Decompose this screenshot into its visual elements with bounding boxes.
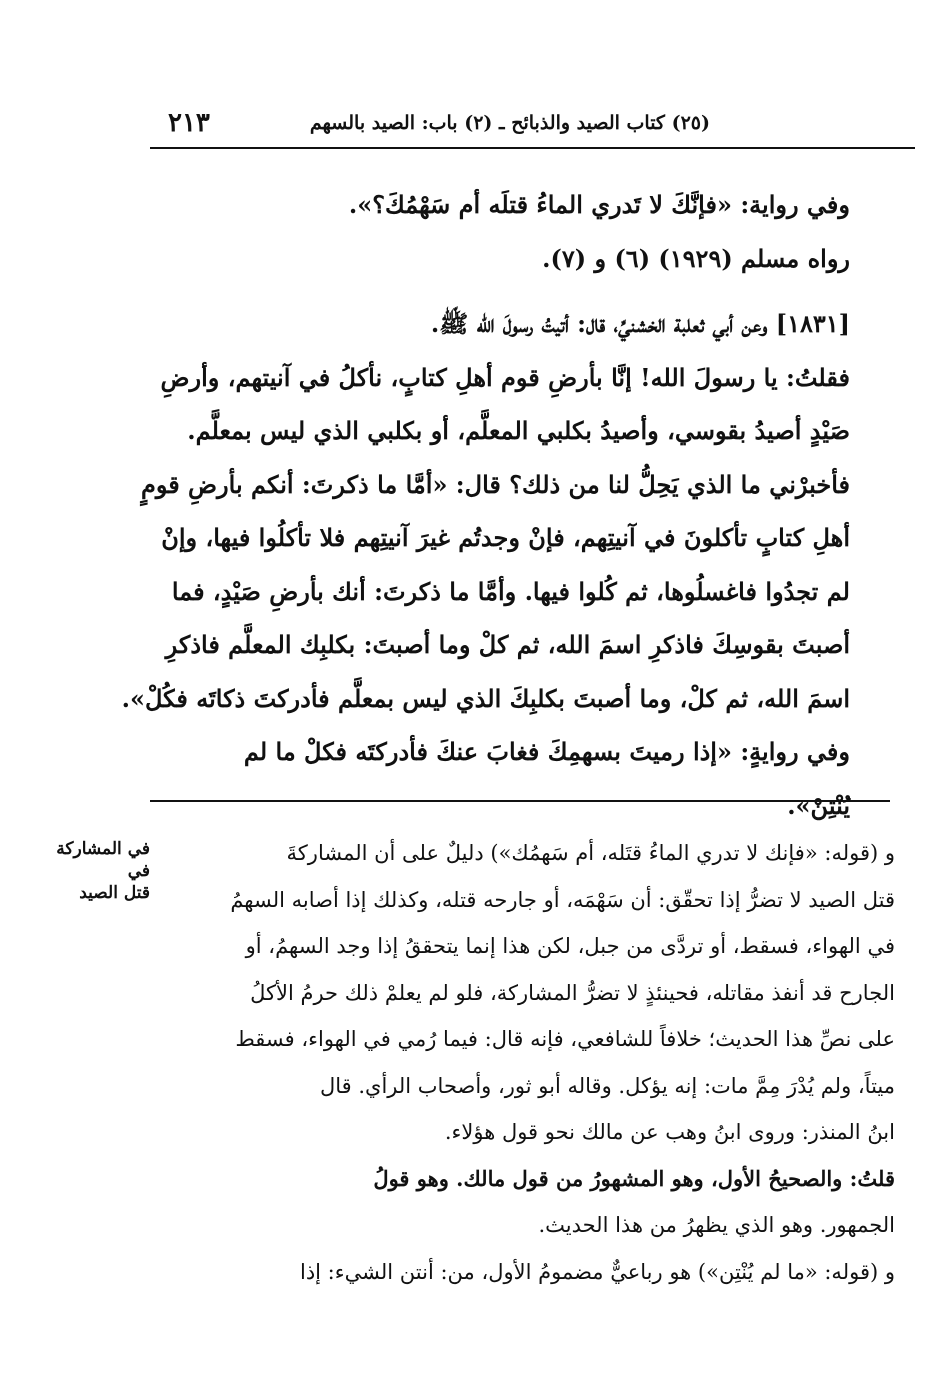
note-line: الجمهور. وهو الذي يظهرُ من هذا الحديث. <box>538 1213 895 1237</box>
note-line: في الهواء، فسقط، أو تردَّى من جبل، لكن هذا إنما يتحققُ إذا وجد السهمُ، أو <box>245 934 895 958</box>
commentary <box>150 830 895 1295</box>
text-line: فأخبرْني ما الذي يَحِلُّ لنا من ذلك؟ قال: «أمَّا ما ذكرتَ: أنكم بأرضِ قومٍ <box>140 469 850 499</box>
footnote-divider <box>150 800 890 802</box>
text-line: صَيْدٍ أصيدُ بقوسي، وأصيدُ بكلبي المعلَّم، أو بكلبي الذي ليس بمعلَّم. <box>187 416 850 445</box>
margin-heading-line: في المشاركة في <box>56 839 150 881</box>
text-line: رواه مسلم (١٩٢٩) (٦) و (٧). <box>542 243 850 273</box>
text-line: وفي رواية: «فإنَّكَ لا تَدري الماءُ قتلَه أم سَهْمُكَ؟». <box>348 190 850 219</box>
text-line: فقلتُ: يا رسولَ الله! إنَّا بأرضِ قوم أهلِ كتابٍ، نأكلُ في آنيتهم، وأرضِ <box>160 362 850 392</box>
page-number: ٢١٣ <box>168 108 210 138</box>
note-line: الجارح قد أنفذ مقاتله، فحينئذٍ لا تضرُّ المشاركة، فلو لم يعلمْ ذلك حرمُ الأكلُ <box>250 980 895 1005</box>
margin-heading-line: قتل الصيد <box>79 883 150 903</box>
note-line: ميتاً، ولم يُدْرَ مِمَّ مات: إنه يؤكل. وقاله أبو ثور، وأصحاب الرأي. قال <box>319 1073 895 1098</box>
text-line: أهلِ كتابٍ تأكلونَ في آنيتِهم، فإنْ وجدتُم غيرَ آنيتِهم فلا تأكلُوا فيها، وإنْ <box>161 523 850 552</box>
hadith-text <box>121 178 850 832</box>
text-line: وفي روايةٍ: «إذا رميتَ بسهمِكَ فغابَ عنكَ فأدركتَه فكلْ ما لم <box>243 737 850 766</box>
text-line: أصبتَ بقوسِكَ فاذكرِ اسمَ الله، ثم كلْ وما أصبتَ: بكلبِك المعلَّم فاذكرِ <box>165 630 850 659</box>
text-line: يُنْتِنْ». <box>787 790 850 820</box>
chapter-title: (٢٥) كتاب الصيد والذبائح ـ (٢) باب: الصيد بالسهم <box>309 112 710 134</box>
note-line: ابنُ المنذر: وروى ابنُ وهب عن مالك نحو قول هؤلاء. <box>444 1120 895 1144</box>
running-header <box>150 108 915 144</box>
note-line: قتل الصيد لا تضرُّ إذا تحقّق: أن سَهْمَه، أو جارحه قتله، وكذلك إذا أصابه السهمُ <box>230 887 895 912</box>
header-divider <box>150 147 915 149</box>
note-line: قلتُ: والصحيحُ الأول، وهو المشهورُ من قول مالك. وهو قولُ <box>373 1165 895 1191</box>
text-line: اسمَ الله، ثم كلْ، وما أصبتَ بكلبِكَ الذي ليس بمعلَّم فأدركتَ ذكاتَه فكُلْ». <box>121 683 850 713</box>
text-line: [١٨٣١] وعن أبي ثعلبة الخشنيِّ، قال: أتيتُ رسولَ الله ﷺ. <box>430 309 850 338</box>
note-line: على نصِّ هذا الحديث؛ خلافاً للشافعي، فإنه قال: فيما رُمي في الهواء، فسقط <box>235 1027 895 1051</box>
note-line: و (قوله: «ما لم يُنْتِن») هو رباعيٌّ مضمومُ الأول، من: أنتن الشيء: إذا <box>299 1259 895 1284</box>
text-line: لم تجدُوا فاغسلُوها، ثم كُلوا فيها. وأمَّا ما ذكرتَ: أنك بأرضِ صَيْدٍ، فما <box>171 576 850 606</box>
margin-heading <box>30 838 150 904</box>
note-line: و (قوله: «فإنك لا تدري الماءُ قتَله، أم سَهمُك») دليلٌ على أن المشاركةَ <box>286 841 895 865</box>
